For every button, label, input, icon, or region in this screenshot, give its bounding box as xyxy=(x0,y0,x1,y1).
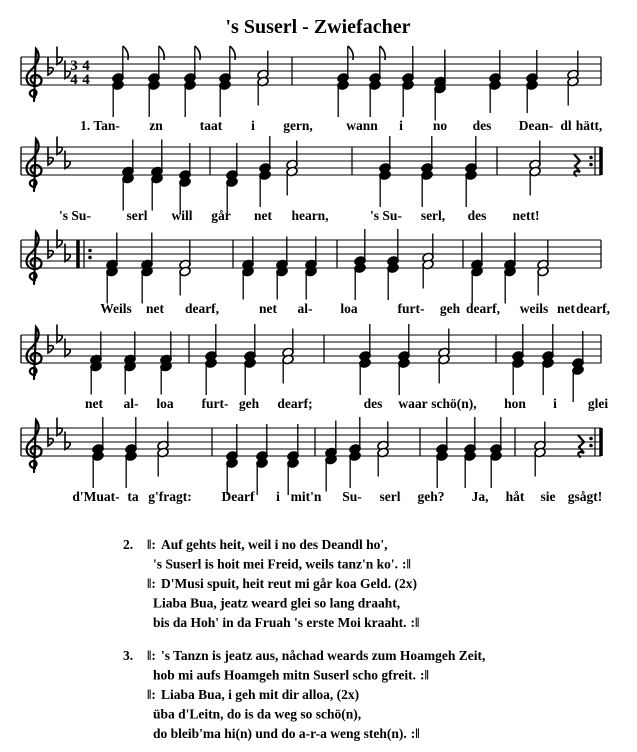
verse-line: Auf gehts heit, weil i no des Deandl ho', xyxy=(161,537,388,552)
lyric-syllable: serl, xyxy=(420,208,446,223)
lyric-line xyxy=(80,118,602,133)
note-chord xyxy=(434,50,446,121)
flat-sign xyxy=(65,244,70,262)
flat-sign xyxy=(57,230,62,248)
verse-block xyxy=(123,537,419,630)
repeat-end-mark: :‖ xyxy=(420,667,429,683)
verse-line: hob mi aufs Hoamgeh mitn Suserl scho gfreit. xyxy=(153,667,417,683)
lyric-syllable: hearn, xyxy=(291,208,329,223)
verse-line: 's Tanzn is jeatz aus, nåchad weards zum Hoamgeh Zeit, xyxy=(161,648,486,663)
lyric-syllable: Su- xyxy=(342,489,362,504)
note-chord xyxy=(325,421,337,492)
repeat-dot xyxy=(589,437,593,441)
verse-line: do bleib'ma hi(n) und do a-r-a weng steh(n). xyxy=(153,726,407,741)
note-chord xyxy=(179,241,191,296)
note-chord xyxy=(282,329,294,384)
lyric-line xyxy=(72,489,602,504)
flat-sign xyxy=(57,137,62,155)
note-chord xyxy=(529,141,541,196)
lyric-syllable: glei xyxy=(587,396,609,411)
song-title: 's Suserl - Zwiefacher xyxy=(225,16,411,38)
key-signature-flats xyxy=(48,47,70,79)
lyric-syllable: furt- xyxy=(397,301,425,316)
verse-line: Liaba Bua, i geh mit dir alloa, (2x) xyxy=(161,687,360,702)
note-flag xyxy=(348,46,353,60)
lyric-syllable: sie xyxy=(540,489,556,504)
staff-system xyxy=(21,46,601,121)
repeat-dot xyxy=(88,256,92,260)
lyric-syllable: taat xyxy=(199,118,223,133)
lyric-syllable: Dearf xyxy=(221,489,255,504)
lyric-line xyxy=(100,301,610,316)
repeat-dot xyxy=(589,444,593,448)
flat-sign xyxy=(65,432,70,450)
lyric-syllable: Ja, xyxy=(471,489,489,504)
key-signature-flats xyxy=(48,137,70,169)
note-chord xyxy=(122,140,134,211)
note-chord xyxy=(257,51,269,106)
lyric-syllable: no xyxy=(432,118,448,133)
lyric-syllable: hon xyxy=(504,396,526,411)
flat-sign xyxy=(57,418,62,436)
staff-system xyxy=(21,229,601,304)
flat-sign xyxy=(48,335,53,353)
staff-system xyxy=(21,136,601,214)
note-chord xyxy=(305,237,317,300)
verse-block xyxy=(123,648,485,741)
note-chord xyxy=(471,233,483,304)
verse-line: bis da Hoh' in da Fruah 's erste Moi kraaht. xyxy=(153,615,407,630)
repeat-end-mark: :‖ xyxy=(402,556,411,572)
lyric-syllable: des xyxy=(363,396,383,411)
key-signature-flats xyxy=(48,418,70,450)
verses xyxy=(123,537,485,741)
note-chord xyxy=(157,422,169,477)
lyric-syllable: mit'n xyxy=(290,489,322,504)
time-signature xyxy=(70,58,90,88)
lyric-syllable: net xyxy=(254,208,272,223)
lyric-syllable: loa xyxy=(156,396,174,411)
lyric-syllable: i xyxy=(553,396,557,411)
note-chord xyxy=(90,332,102,395)
note-chord xyxy=(526,50,538,113)
quarter-rest xyxy=(574,154,580,176)
lyric-syllable: dl xyxy=(560,118,572,133)
note-chord xyxy=(534,422,546,477)
key-signature-flats xyxy=(48,325,70,357)
lyric-syllable: gern, xyxy=(283,118,313,133)
flat-sign xyxy=(65,339,70,357)
lyric-line xyxy=(85,396,608,411)
lyric-syllable: håt xyxy=(505,489,525,504)
note-chord xyxy=(106,233,118,304)
repeat-end-mark: :‖ xyxy=(410,726,420,741)
lyric-syllable: dearf, xyxy=(575,301,611,316)
lyric-syllable: net xyxy=(259,301,277,316)
flat-sign xyxy=(65,151,70,169)
note-flag xyxy=(159,46,164,60)
lyric-syllable: hätt, xyxy=(575,118,603,133)
lyric-syllable: will xyxy=(171,208,193,223)
lyric-syllable: loa xyxy=(340,301,358,316)
flat-sign xyxy=(48,428,53,446)
flat-sign xyxy=(48,57,53,75)
lyric-syllable: des xyxy=(467,208,487,223)
lyric-syllable: net xyxy=(85,396,103,411)
lyric-syllable: al- xyxy=(297,301,313,316)
lyric-syllable: i xyxy=(399,118,403,133)
lyric-syllable: g'fragt: xyxy=(148,489,192,504)
note-flag xyxy=(380,46,385,60)
note-chord xyxy=(438,329,450,384)
lyric-syllable: waar xyxy=(398,396,428,411)
note-flag xyxy=(195,46,200,60)
lyric-syllable: zn xyxy=(149,118,163,133)
verse-line: üba d'Leitn, do is da weg so schö(n), xyxy=(153,706,362,722)
lyric-syllable: i xyxy=(251,118,255,133)
repeat-start-mark: ‖: xyxy=(147,648,156,663)
staff-system xyxy=(21,417,601,495)
verse-number: 3. xyxy=(123,648,134,663)
lyric-syllable: Weils xyxy=(100,301,132,316)
repeat-end-mark: :‖ xyxy=(410,615,420,630)
quarter-rest xyxy=(578,435,584,457)
note-chord xyxy=(124,332,136,395)
lyric-syllable: ta xyxy=(127,489,139,504)
lyric-syllable: serl xyxy=(126,208,148,223)
lyric-syllable: Dean- xyxy=(518,118,554,133)
note-chord xyxy=(286,141,298,196)
repeat-start-mark: ‖: xyxy=(147,576,156,591)
time-signature-digit: 4 xyxy=(70,72,78,88)
flat-sign xyxy=(48,147,53,165)
note-chord xyxy=(504,233,516,304)
note-chord xyxy=(151,140,163,211)
lyric-syllable: 's Su- xyxy=(59,208,91,223)
note-chord xyxy=(242,237,254,300)
lyric-line xyxy=(59,208,539,223)
verse-number: 2. xyxy=(123,537,134,552)
note-chord xyxy=(537,241,549,296)
lyric-syllable: dearf, xyxy=(184,301,220,316)
lyric-syllable: i xyxy=(276,489,280,504)
note-chord xyxy=(377,422,389,477)
lyric-syllable: serl xyxy=(379,489,401,504)
lyric-syllable: schö(n), xyxy=(431,396,477,411)
time-signature-digit: 4 xyxy=(82,72,90,88)
lyric-syllable: furt- xyxy=(201,396,229,411)
lyric-syllable: wann xyxy=(346,118,378,133)
lyrics xyxy=(59,118,610,504)
verse-line: 's Suserl is hoit mei Freid, weils tanz'n ko'. xyxy=(153,556,399,572)
repeat-start-mark: ‖: xyxy=(147,687,156,702)
lyric-syllable: net xyxy=(557,301,575,316)
lyric-syllable: al- xyxy=(123,396,139,411)
note-flag xyxy=(123,46,128,60)
lyric-syllable: nett! xyxy=(512,208,540,223)
repeat-dot xyxy=(589,163,593,167)
lyric-syllable: geh? xyxy=(417,489,445,504)
time-signature-digit: 4 xyxy=(82,58,90,74)
verse-line: D'Musi spuit, heit reut mi går koa Geld. (2x) xyxy=(161,576,418,591)
lyric-syllable: dearf, xyxy=(465,301,501,316)
note-chord xyxy=(160,332,172,395)
note-flag xyxy=(230,46,235,60)
staff-system xyxy=(21,324,601,402)
flat-sign xyxy=(57,325,62,343)
lyric-syllable: net xyxy=(146,301,164,316)
note-chord xyxy=(141,233,153,304)
note-chord xyxy=(422,234,434,289)
lyric-syllable: 1. Tan- xyxy=(80,118,120,133)
lyric-syllable: 's Su- xyxy=(370,208,402,223)
note-chord xyxy=(567,51,579,106)
repeat-dot xyxy=(589,156,593,160)
repeat-dot xyxy=(88,249,92,253)
flat-sign xyxy=(57,47,62,65)
flat-sign xyxy=(48,240,53,258)
time-signature-digit: 3 xyxy=(70,58,78,74)
lyric-syllable: dearf; xyxy=(277,396,313,411)
lyric-syllable: d'Muat- xyxy=(72,489,120,504)
lyric-syllable: des xyxy=(472,118,492,133)
verse-line: Liaba Bua, jeatz weard glei so lang draaht, xyxy=(153,595,401,611)
key-signature-flats xyxy=(48,230,70,262)
music-staves xyxy=(21,46,601,495)
lyric-syllable: går xyxy=(211,208,231,223)
lyric-syllable: geh xyxy=(238,396,260,411)
repeat-start-mark: ‖: xyxy=(147,537,156,552)
lyric-syllable: geh xyxy=(439,301,461,316)
lyric-syllable: weils xyxy=(519,301,549,316)
note-chord xyxy=(489,50,501,113)
lyric-syllable: gsågt! xyxy=(567,489,603,504)
note-chord xyxy=(276,237,288,300)
